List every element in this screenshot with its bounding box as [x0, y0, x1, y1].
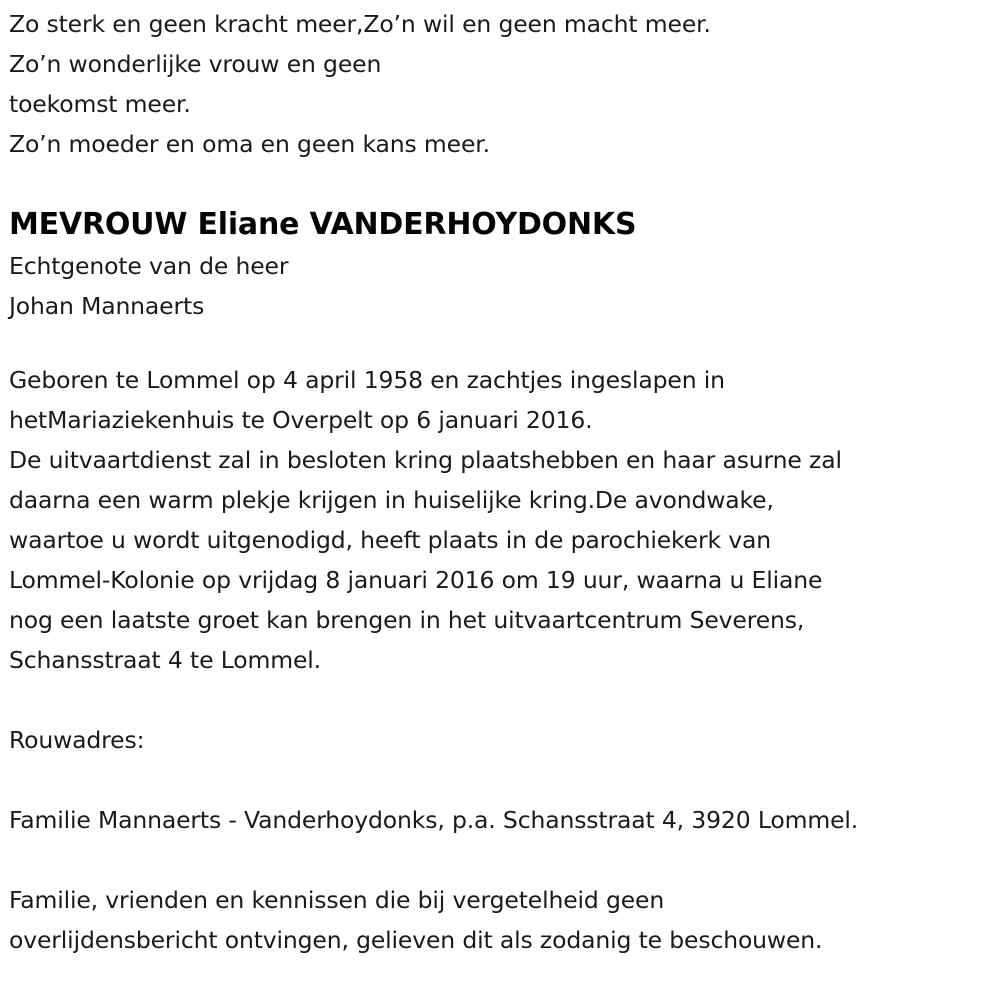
blank-line-spacer — [9, 680, 990, 720]
mourning-address-block — [9, 720, 990, 840]
announcement-line: daarna een warm plekje krijgen in huiselijke kring.De avondwake, — [9, 486, 774, 514]
announcement-line: Lommel-Kolonie op vrijdag 8 januari 2016 om 19 uur, waarna u Eliane — [9, 566, 823, 594]
closing-notice-line: Familie, vrienden en kennissen die bij vergetelheid geen — [9, 886, 665, 914]
blank-line-spacer — [9, 840, 990, 880]
announcement-line: De uitvaartdienst zal in besloten kring plaatshebben en haar asurne zal — [9, 446, 842, 474]
poem-line: toekomst meer. — [9, 90, 191, 118]
deceased-name-heading: MEVROUW Eliane VANDERHOYDONKS — [9, 207, 637, 242]
poem-line: Zo’n wonderlijke vrouw en geen — [9, 50, 382, 78]
closing-notice-line: overlijdensbericht ontvingen, gelieven dit als zodanig te beschouwen. — [9, 926, 823, 954]
mourning-address-value: Familie Mannaerts - Vanderhoydonks, p.a. Schansstraat 4, 3920 Lommel. — [9, 806, 859, 834]
poem-block — [9, 4, 990, 164]
spouse-name-line: Johan Mannaerts — [9, 292, 205, 320]
announcement-line: hetMariaziekenhuis te Overpelt op 6 januari 2016. — [9, 406, 593, 434]
closing-notice-block — [9, 880, 990, 960]
announcement-line: Geboren te Lommel op 4 april 1958 en zachtjes ingeslapen in — [9, 366, 725, 394]
mourning-address-label: Rouwadres: — [9, 726, 145, 754]
announcement-block — [9, 360, 990, 680]
poem-line: Zo’n moeder en oma en geen kans meer. — [9, 130, 490, 158]
announcement-line: waartoe u wordt uitgenodigd, heeft plaats in de parochiekerk van — [9, 526, 771, 554]
poem-line: Zo sterk en geen kracht meer,Zo’n wil en geen macht meer. — [9, 10, 711, 38]
announcement-line: nog een laatste groet kan brengen in het uitvaartcentrum Severens, — [9, 606, 805, 634]
spouse-relation-line: Echtgenote van de heer — [9, 252, 289, 280]
announcement-line: Schansstraat 4 te Lommel. — [9, 646, 321, 674]
blank-line-spacer — [9, 164, 990, 204]
blank-line-spacer — [9, 326, 990, 360]
deceased-block — [9, 204, 990, 326]
blank-line-spacer — [9, 760, 990, 800]
